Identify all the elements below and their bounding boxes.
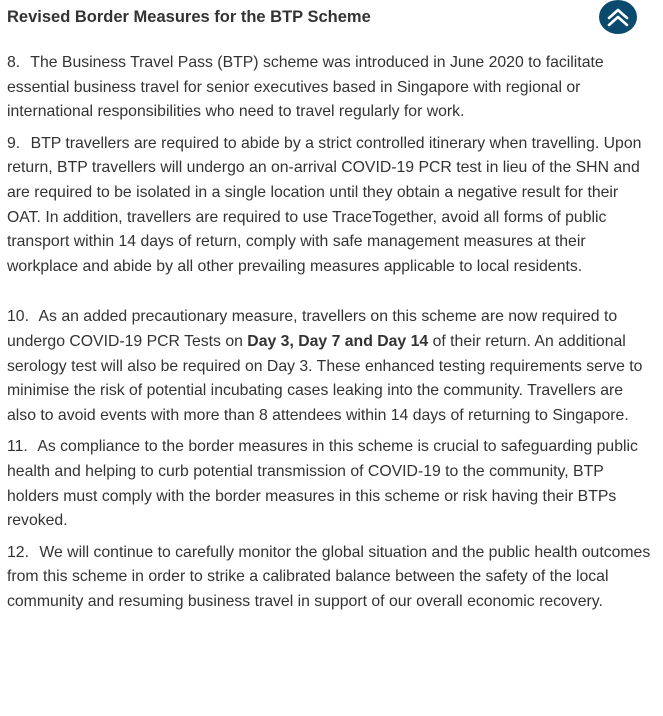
double-chevron-up-icon — [605, 6, 631, 28]
scroll-to-top-button[interactable] — [599, 0, 637, 34]
paragraph-text: The Business Travel Pass (BTP) scheme was introduced in June 2020 to facilitate essential business travel for senior executives based in Singapore with regional or international responsibilities who need to travel regularly for work. — [7, 54, 604, 121]
paragraph-9 — [7, 132, 651, 280]
paragraph-text: As compliance to the border measures in this scheme is crucial to safeguarding public health and helping to curb potential transmission of COVID-19 to the community, BTP holders must comply with the border measures in this scheme or risk having their BTPs revoked. — [7, 438, 638, 530]
paragraph-number: 12. — [7, 543, 29, 561]
paragraph-number: 10. — [7, 308, 29, 326]
paragraph-text: BTP travellers are required to abide by a strict controlled itinerary when travelling. Upon return, BTP travellers will undergo an on-arrival COVID-19 PCR test in lieu of the SHN and are required to be isolated in a single location until they obtain a negative result for their OAT. In addition, travellers are required to use TraceTogether, avoid all forms of public transport within 14 days of return, comply with safe management measures at their workplace and abide by all other prevailing measures applicable to local residents. — [7, 134, 642, 275]
test-days-emphasis: Day 3, Day 7 and Day 14 — [247, 332, 429, 350]
paragraph-number: 8. — [7, 54, 21, 71]
paragraph-number: 9. — [7, 134, 21, 152]
paragraph-12 — [7, 541, 651, 615]
paragraph-text: We will continue to carefully monitor the global situation and the public health outcomes from this scheme in order to strike a calibrated balance between the safety of the local community and resuming business travel in support of our overall economic recovery. — [7, 543, 651, 610]
paragraph-10 — [7, 305, 651, 428]
paragraph-11 — [7, 435, 651, 533]
paragraph-text: As an added precautionary measure, travellers on this scheme are now required to undergo COVID-19 PCR Tests on — [7, 308, 618, 350]
paragraph-number: 11. — [7, 438, 28, 456]
paragraph-text: of their return. An additional serology test will also be required on Day 3. These enhanced testing requirements serve to minimise the risk of potential incubating cases leaking into the community. Travellers are also to avoid events with more than 8 attendees within 14 days of returning to Singapore. — [7, 332, 643, 424]
page-title: Revised Border Measures for the BTP Scheme — [7, 8, 371, 26]
paragraph-8 — [7, 51, 651, 125]
